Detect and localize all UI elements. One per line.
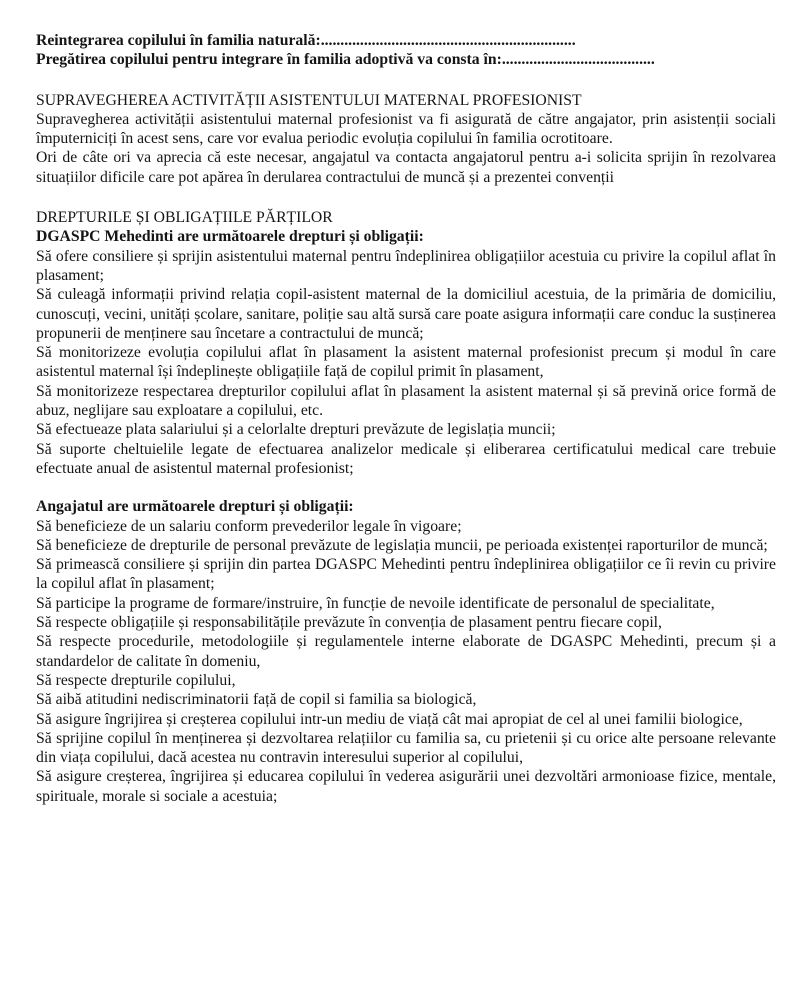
dgaspc-heading: DGASPC Mehedinti are următoarele drepturi și obligații:: [36, 228, 424, 246]
dgaspc-obligations-list: [36, 247, 776, 479]
list-item: Să beneficieze de un salariu conform prevederilor legale în vigoare;: [36, 517, 462, 535]
list-item: Să primească consiliere și sprijin din partea DGASPC Mehedinti pentru îndeplinirea obligațiilor ce îi revin cu privire la copilul aflat în plasament;: [36, 556, 776, 593]
list-item: Să sprijine copilul în menținerea și dezvoltarea relațiilor cu familia sa, cu prietenii și cu orice alte persoane relevante din viața copilului, dacă acestea nu contravin interesului superior al copilului,: [36, 729, 776, 767]
list-item: Să participe la programe de formare/instruire, în funcție de nevoile identificate de personalul de specialitate,: [36, 594, 715, 612]
supraveghere-paragraph-2: Ori de câte ori va aprecia că este necesar, angajatul va contacta angajatorul pentru a-i solicita sprijin în rezolvarea situațiilor dificile care pot apărea în derularea contractului de muncă și a prezentei convenții: [36, 149, 776, 186]
list-item: Să culeagă informații privind relația copil-asistent maternal de la domiciliul acestuia, de la primăria de domiciliu, cunoscuți, vecini, unități școlare, sanitare, poliție sau altă sursă care poate asigura informații care conduc la susținerea propunerii de menținere sau încetare a contractului de muncă;: [36, 286, 776, 342]
list-item: Să monitorizeze respectarea drepturilor copilului aflat în plasament la asistent maternal și să prevină orice formă de abuz, neglijare sau exploatare a copilului, etc.: [36, 382, 776, 420]
list-item: Să asigure creșterea, îngrijirea și educarea copilului în vederea asigurării unei dezvoltări armonioase fizice, mentale, spirituale, morale si sociale a acestuia;: [36, 768, 776, 805]
angajat-obligations-list: [36, 517, 776, 806]
angajat-heading: Angajatul are următoarele drepturi și obligații:: [36, 498, 354, 516]
reintegrare-line: Reintegrarea copilului în familia naturală:.................................................................: [36, 32, 576, 49]
list-item: Să efectueaze plata salariului și a celorlalte drepturi prevăzute de legislația muncii;: [36, 421, 556, 439]
drepturi-title: DREPTURILE ȘI OBLIGAȚIILE PĂRȚILOR: [36, 209, 333, 227]
pregatire-line: Pregătirea copilului pentru integrare în familia adoptivă va consta în:.......................................: [36, 51, 655, 69]
list-item: Să monitorizeze evoluția copilului aflat în plasament la asistent maternal profesionist precum și modul în care asistentul maternal își îndeplinește obligațiile față de copilul primit în plasament,: [36, 344, 776, 381]
list-item: Să beneficieze de drepturile de personal prevăzute de legislația muncii, pe perioada existenței raporturilor de muncă;: [36, 536, 768, 554]
list-item: Să aibă atitudini nediscriminatorii față de copil si familia sa biologică,: [36, 691, 477, 709]
supraveghere-title: SUPRAVEGHEREA ACTIVITĂȚII ASISTENTULUI MATERNAL PROFESIONIST: [36, 91, 582, 109]
spacer: [36, 478, 776, 497]
list-item: Să respecte procedurile, metodologiile și regulamentele interne elaborate de DGASPC Mehedinti, precum și a standardelor de calitate în domeniu,: [36, 633, 776, 670]
list-item: Să respecte drepturile copilului,: [36, 671, 236, 689]
list-item: Să asigure îngrijirea și creșterea copilului intr-un mediu de viață cât mai apropiat de cel al unei familii biologice,: [36, 710, 743, 728]
list-item: Să ofere consiliere și sprijin asistentului maternal pentru îndeplinirea obligațiilor acestuia cu privire la copilul aflat în plasament;: [36, 247, 776, 284]
supraveghere-paragraph-1: Supravegherea activității asistentului maternal profesionist va fi asigurată de către angajator, prin asistenții sociali împuterniciți în acest sens, care vor evalua periodic evoluția copilului în familia ocrotitoare.: [36, 110, 776, 148]
list-item: Să respecte obligațiile și responsabilitățile prevăzute în convenția de plasament pentru fiecare copil,: [36, 614, 662, 632]
spacer: [36, 187, 776, 208]
spacer: [36, 70, 776, 91]
list-item: Să suporte cheltuielile legate de efectuarea analizelor medicale și eliberarea certificatului medical care trebuie efectuate anual de asistentul maternal profesionist;: [36, 440, 776, 477]
